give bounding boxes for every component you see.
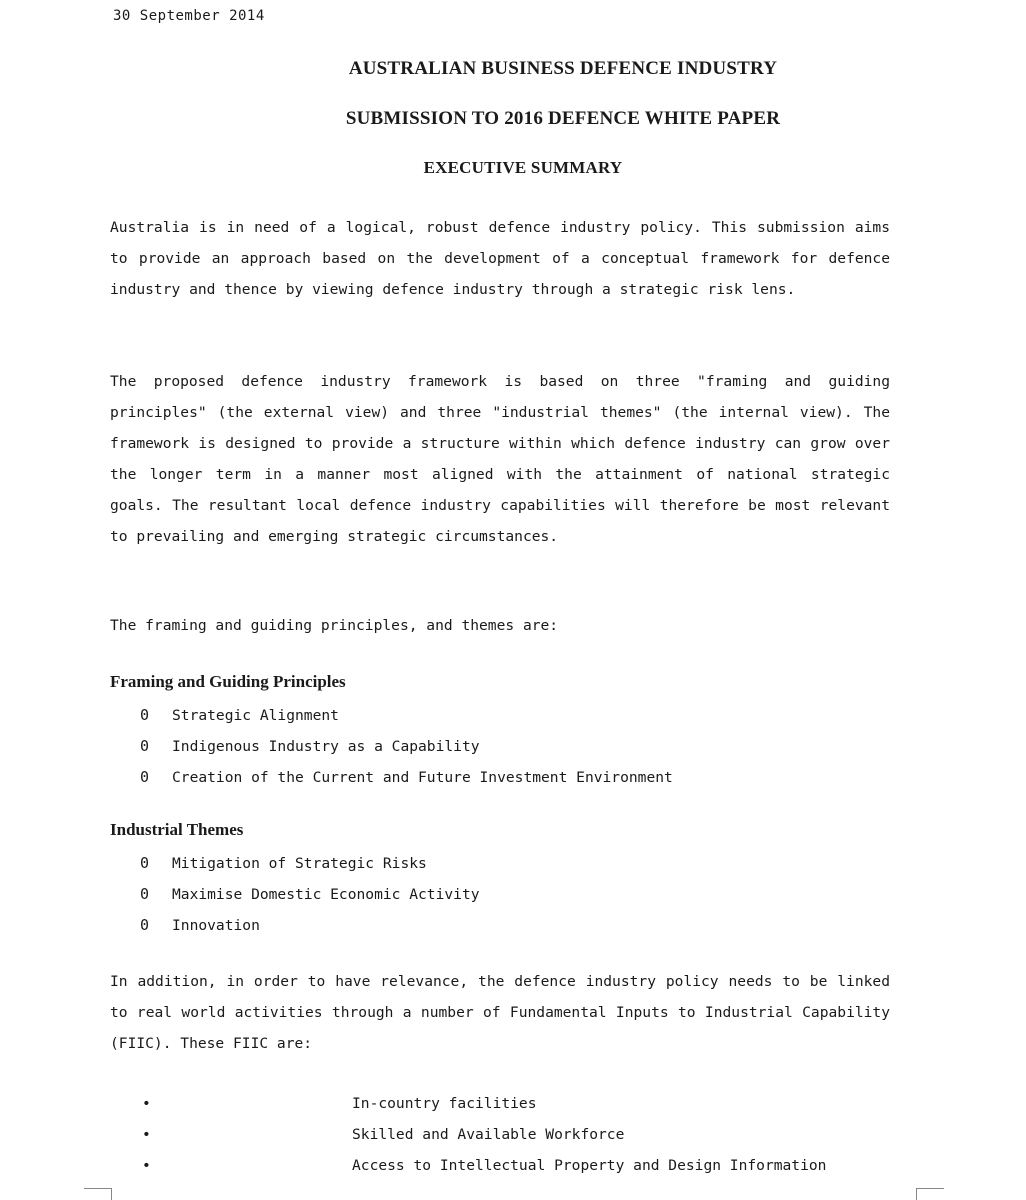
list-item-text: In-country facilities (352, 1095, 537, 1112)
title-line-2: SUBMISSION TO 2016 DEFENCE WHITE PAPER (345, 108, 781, 129)
paragraph-framework: The proposed defence industry framework is based on three "framing and guiding principles" (the external view) and three "industrial themes" (the internal view). The framework is designed to provide a structure within which defence industry can grow over the longer term in a manner most aligned with the attainment of national strategic goals. The resultant local defence industry capabilities will therefore be most relevant to prevailing and emerging strategic circumstances. (110, 373, 890, 545)
list-item-text: Skilled and Available Workforce (352, 1126, 625, 1143)
paragraph-principles-intro: The framing and guiding principles, and themes are: (110, 617, 559, 634)
list-item-text: Innovation (172, 917, 260, 934)
bullet-marker: 0 (140, 885, 150, 903)
paragraph-fiic: In addition, in order to have relevance, the defence industry policy needs to be linked to real world activities through a number of Fundamental Inputs to Industrial Capability (FIIC). These FIIC are: (110, 973, 890, 1052)
bullet-marker: 0 (140, 706, 150, 724)
list-item (140, 1088, 826, 1119)
bullet-dot: • (142, 1095, 151, 1112)
paragraph-intro: Australia is in need of a logical, robust defence industry policy. This submission aims to provide an approach based on the development of a conceptual framework for defence industry and thence by viewing defence industry through a strategic risk lens. (110, 219, 890, 298)
framing-heading: Framing and Guiding Principles (110, 672, 346, 691)
title-line-1: AUSTRALIAN BUSINESS DEFENCE INDUSTRY (348, 58, 778, 79)
list-item (140, 1119, 826, 1150)
crop-mark-right-v (916, 1188, 917, 1200)
bullet-dot: • (142, 1157, 151, 1174)
list-item (140, 848, 480, 879)
bullet-marker: 0 (140, 916, 150, 934)
list-item (140, 1150, 826, 1181)
list-item-text: Strategic Alignment (172, 707, 339, 724)
section-title: EXECUTIVE SUMMARY (423, 158, 623, 177)
fiic-list (140, 1088, 826, 1181)
bullet-dot: • (142, 1126, 151, 1143)
list-item (140, 910, 480, 941)
list-item-text: Indigenous Industry as a Capability (172, 738, 480, 755)
crop-mark-left-v (111, 1188, 112, 1200)
document-date: 30 September 2014 (113, 8, 265, 24)
crop-mark-right-h (916, 1188, 944, 1189)
list-item-text: Mitigation of Strategic Risks (172, 855, 427, 872)
list-item-text: Access to Intellectual Property and Design Information (352, 1157, 827, 1174)
themes-heading: Industrial Themes (110, 820, 244, 839)
bullet-marker: 0 (140, 854, 150, 872)
list-item (140, 762, 673, 793)
list-item-text: Creation of the Current and Future Investment Environment (172, 769, 673, 786)
list-item (140, 879, 480, 910)
list-item-text: Maximise Domestic Economic Activity (172, 886, 480, 903)
framing-list (140, 700, 673, 793)
bullet-marker: 0 (140, 737, 150, 755)
bullet-marker: 0 (140, 768, 150, 786)
list-item (140, 731, 673, 762)
list-item (140, 700, 673, 731)
crop-mark-left-h (84, 1188, 112, 1189)
themes-list (140, 848, 480, 941)
